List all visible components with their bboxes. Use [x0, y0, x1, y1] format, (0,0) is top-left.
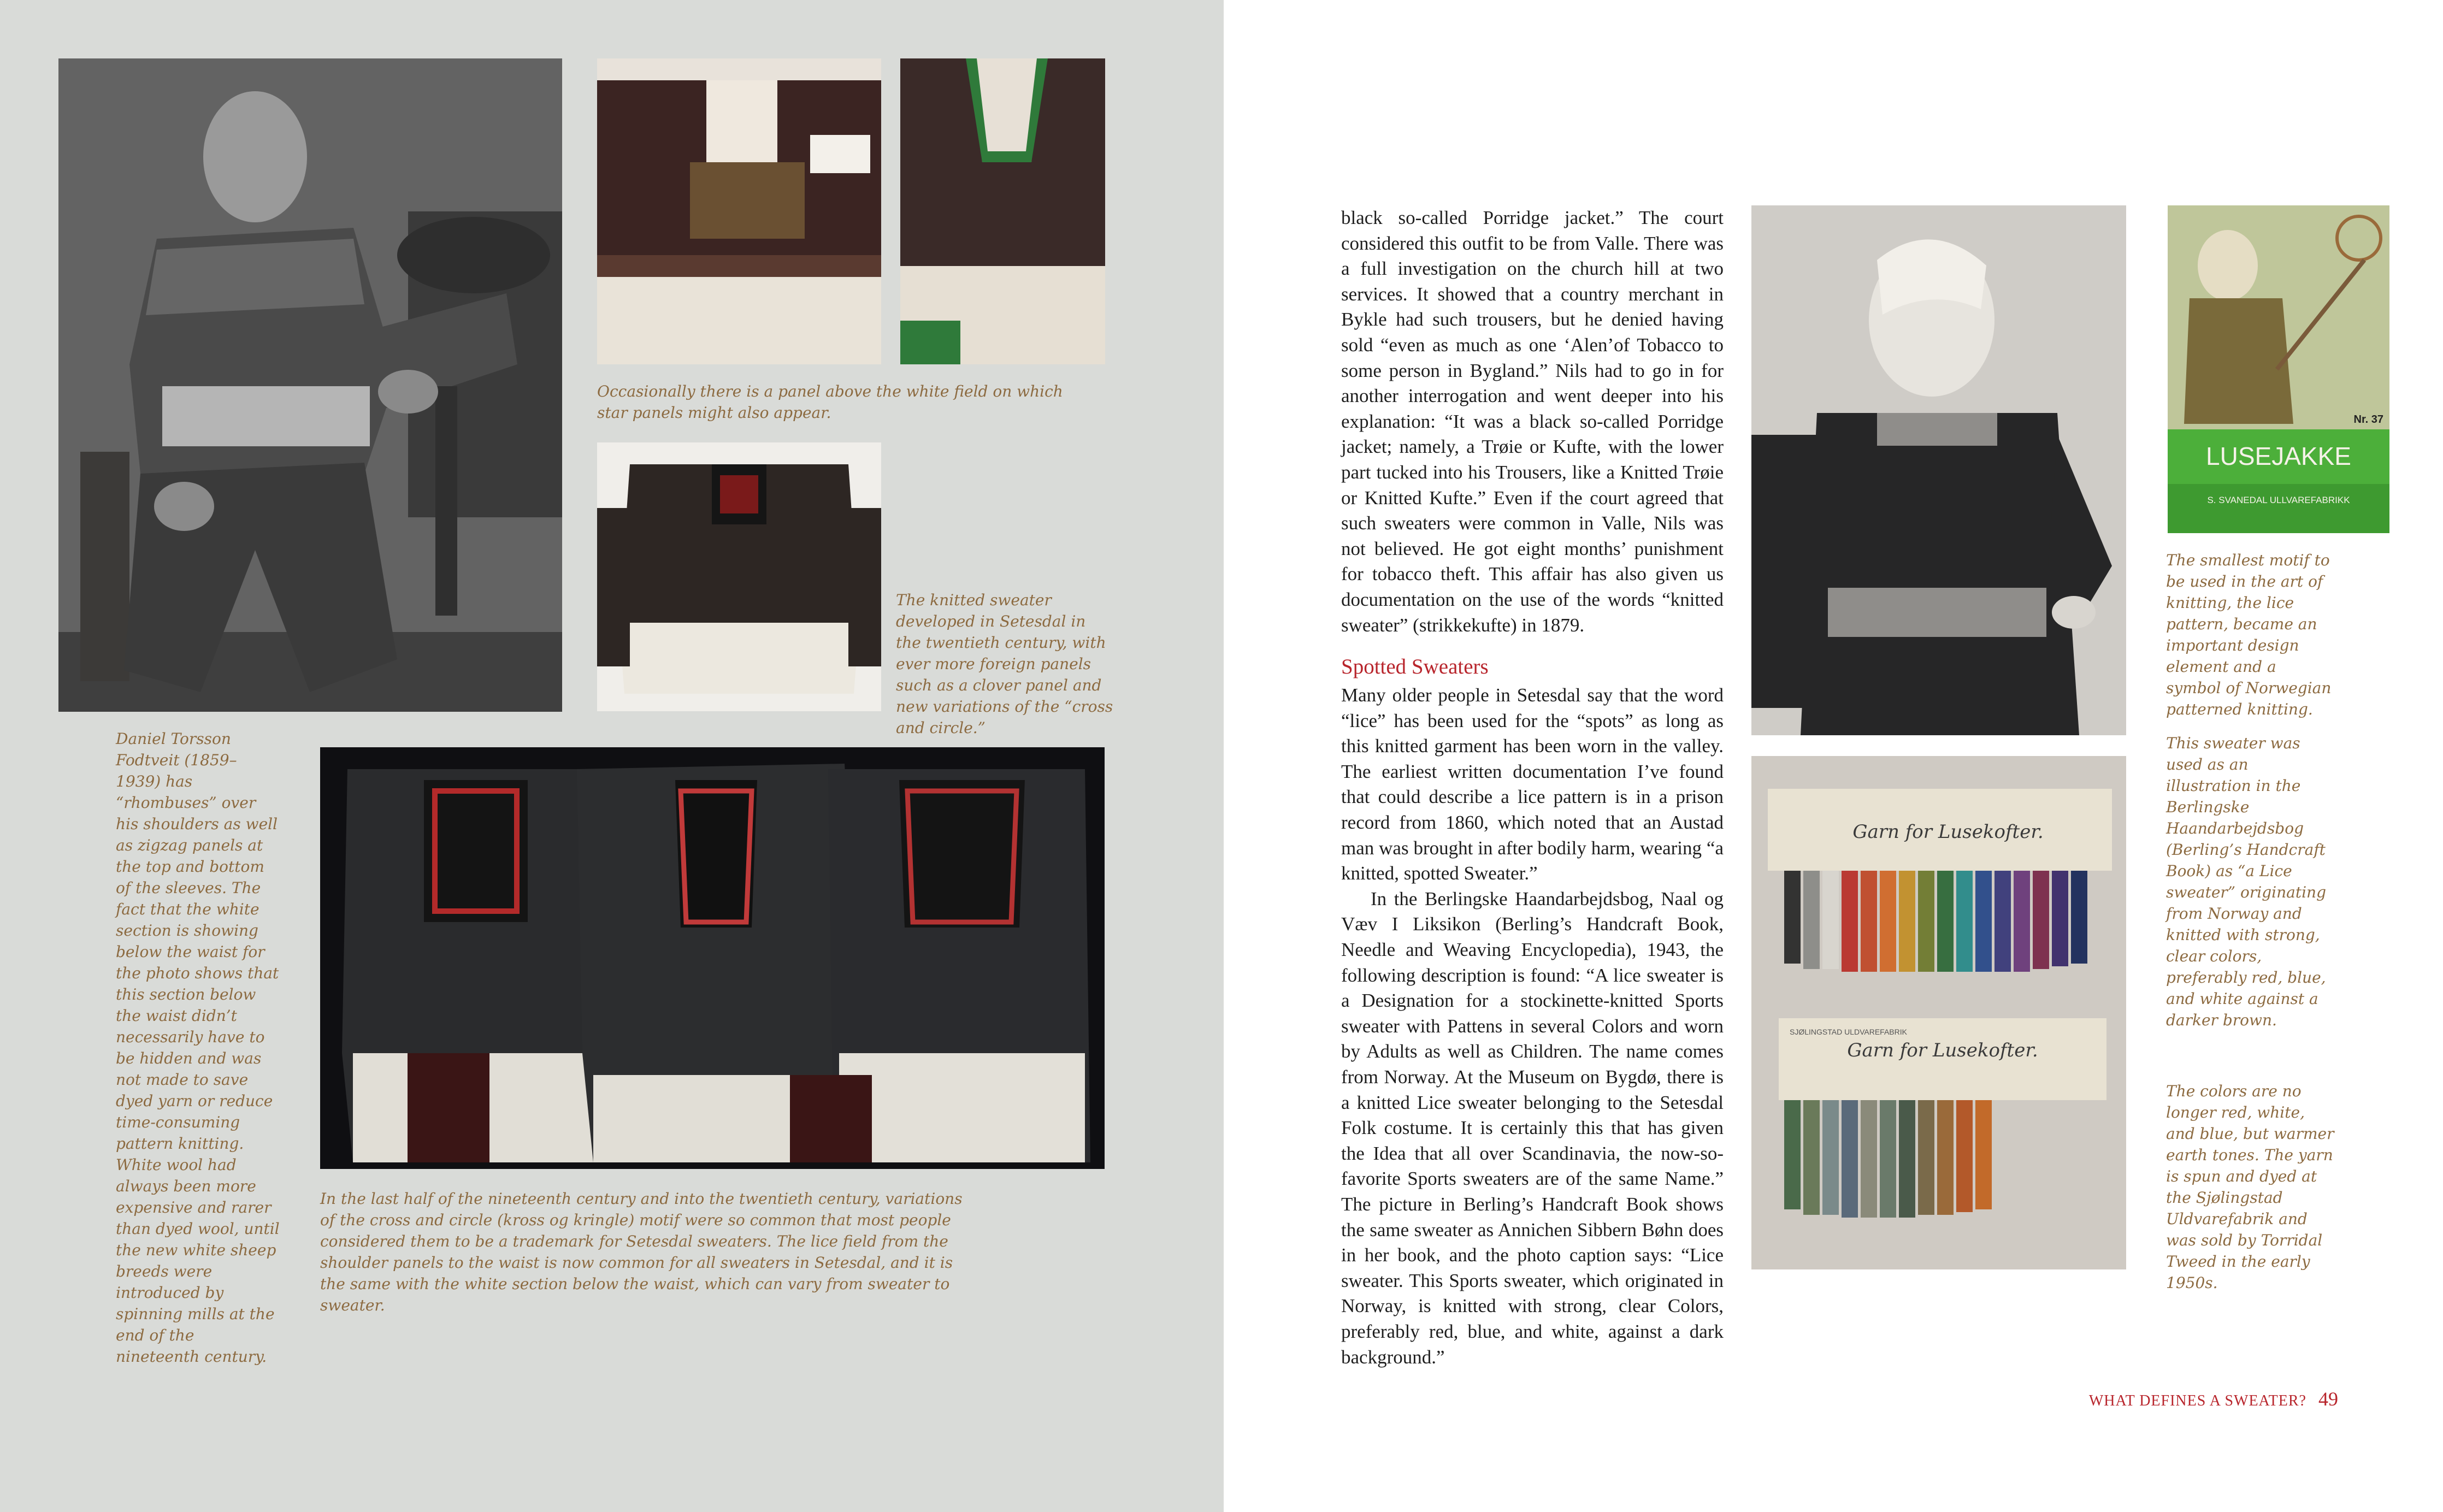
- booklet-title: LUSEJAKKE: [2206, 442, 2351, 470]
- yarn-card-label-top: Garn for Lusekofter.: [1852, 821, 2044, 843]
- booklet-number: Nr. 37: [2353, 414, 2383, 426]
- yarn-cards-photo: [1751, 756, 2126, 1269]
- yarn-card-maker: SJØLINGSTAD ULDVAREFABRIK: [1790, 1027, 1907, 1036]
- running-head: WHAT DEFINES A SWEATER?: [2088, 1392, 2306, 1409]
- page-number: 49: [2318, 1388, 2338, 1410]
- yarn-card-label-bottom: Garn for Lusekofter.: [1847, 1040, 2038, 1061]
- caption-portrait: Daniel Torsson Fodtveit (1859–1939) has “rhombuses” over his shoulders as well as zigzag panels at the top and bottom of the sleeves. The fact that the white section is showing below the waist for the photo shows that this section below the waist didn’t necessarily have to be hidden and was not made to save dyed yarn or reduce time-consuming pattern knitting. White wool had always been more expensive and rarer than dyed wool, until the new white sheep breeds were introduced by spinning mills at the end of the nineteenth century.: [116, 730, 280, 1366]
- caption-three-sweaters: In the last half of the nineteenth century and into the twentieth century, variations of the cross and circle (kross og kringle) motif were so common that most people considered them to be a trademark for Setesdal sweaters. The lice field from the shoulder panels to the waist is now common for all sweaters in Setesdal, and it is the same with the white section below the waist, which can vary from sweater to sweater.: [320, 1190, 963, 1314]
- page-footer: [2087, 1387, 2338, 1410]
- booklet-publisher: S. SVANEDAL ULLVAREFABRIKK: [2207, 495, 2350, 505]
- body-paragraph-2: Many older people in Setesdal say that the word “lice” has been used for the “spots” as long as this knitted garment has been worn in the valley. The earliest written documentation I’ve found that could describe a lice pattern is in a prison record from 1860, which noted that an Austad man was brought in after bodily harm, wearing “a knitted, spotted Sweater.”: [1341, 684, 1724, 884]
- setesdal-sweater-photo: [597, 442, 881, 711]
- body-text-column: [1341, 205, 1724, 1370]
- body-paragraph-3: In the Berlingske Haandarbejdsbog, Naal og Væv I Liksikon (Berling’s Handcraft Book, Needle and Weaving Encyclopedia), 1943, the following description is found: “A lice sweater is a Designation for a stockinette-knitted Sports sweater with Pattens in several Colors and worn by Adults as well as Children. The name comes from Norway. At the Museum on Bygdø, there is a knitted Lice sweater belonging to the Setesdal Folk costume. It is certainly this that has given the Idea that all over Scandinavia, the now-so-favorite Sports sweaters are of the same Name.” The picture in Berling’s Handcraft Book shows the same sweater as Annichen Sibbern Bøhn does in her book, and the photo caption says: “Lice sweater. This Sports sweater, which originated in Norway, is knitted with strong, clear Colors, preferably red, blue, and white, against a dark background.”: [1341, 888, 1724, 1368]
- sweater-panel-photo-1: [597, 58, 881, 364]
- caption-colors: The colors are no longer red, white, and blue, but warmer earth tones. The yarn is spun and dyed at the Sjølingstad Uldvarefabrik and was sold by Torridal Tweed in the early 1950s.: [2166, 1082, 2334, 1292]
- portrait-photo: [58, 58, 562, 712]
- sweater-panel-photo-2: [900, 58, 1105, 364]
- caption-smallest-motif: The smallest motif to be used in the art of knitting, the lice pattern, became an important design element and a symbol of Norwegian patterned knitting.: [2166, 551, 2332, 718]
- three-sweaters-photo: [320, 747, 1105, 1169]
- caption-panel: Occasionally there is a panel above the white field on which star panels might also appear.: [597, 382, 1063, 422]
- caption-developed: The knitted sweater developed in Setesdal in the twentieth century, with ever more foreign panels such as a clover panel and new variations of the “cross and circle.”: [896, 591, 1113, 737]
- caption-illustration: This sweater was used as an illustration in the Berlingske Haandarbejdsbog (Berling’s Handcraft Book) as “a Lice sweater” originating from Norway and knitted with strong, clear colors, preferably red, blue, and white against a darker brown.: [2166, 734, 2326, 1029]
- body-paragraph-1: black so-called Porridge jacket.” The court considered this outfit to be from Valle. There was a full investigation on the church hill at two services. It showed that a country merchant in Bykle had such trousers, but he denied having sold “even as much as one ‘Alen’of Tobacco to some person in Bygland.” Nils had to go in for another interrogation and went deeper into his explanation: “It was a black so-called Porridge jacket; namely, a Trøie or Kufte, with the lower part tucked into his Trousers, like a Knitted Trøie or Knitted Kufte.” Even if the court agreed that such sweaters were common in Valle, Nils was not believed. He got eight months’ punishment for tobacco theft. This affair has also given us documentation on the use of the words “knitted sweater” (strikkekufte) in 1879.: [1341, 207, 1724, 636]
- woman-sweater-photo: [1751, 205, 2126, 735]
- booklet-cover: [2168, 205, 2389, 533]
- section-heading: Spotted Sweaters: [1341, 655, 1489, 679]
